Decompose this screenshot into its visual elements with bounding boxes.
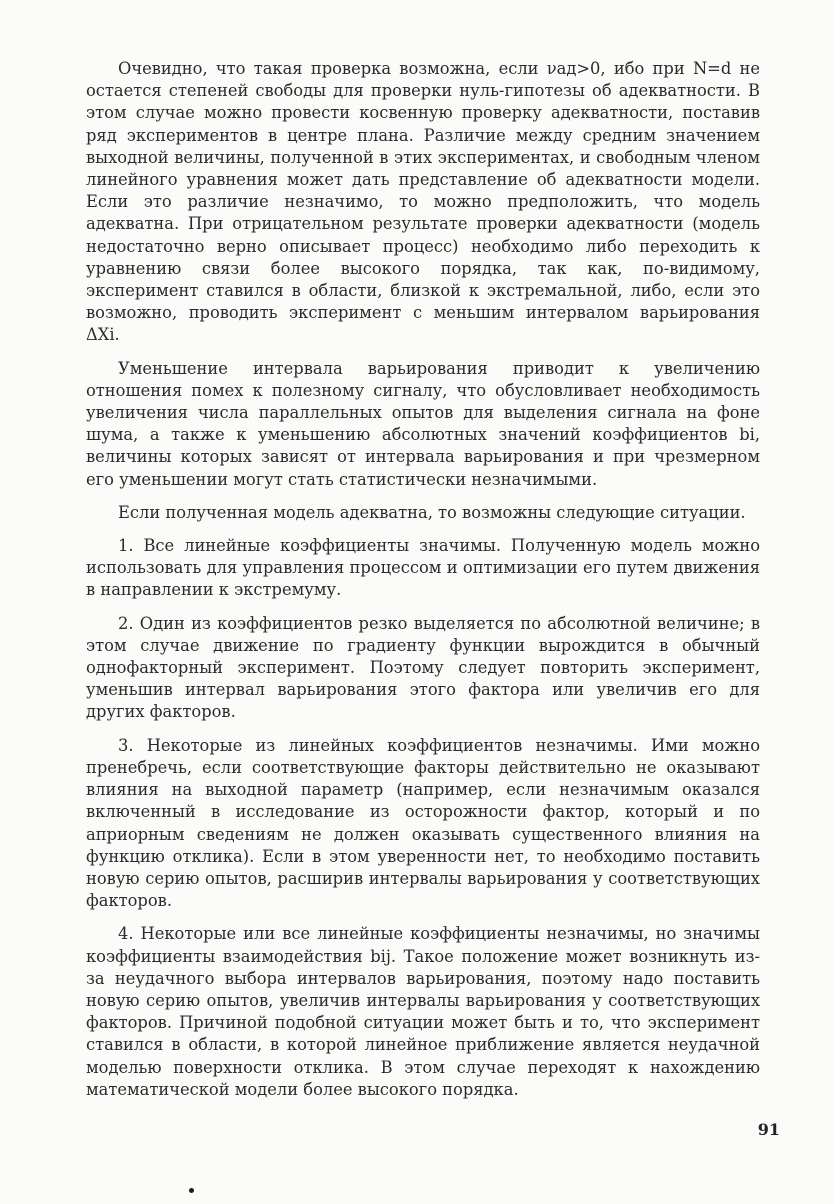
paragraph-adequacy-check: Очевидно, что такая проверка возможна, если νад>0, ибо при N=d не остается степеней свободы для проверки нуль-гипотезы об адекватности. В этом случае можно провести косвенную проверку адекватности, поставив ряд экспериментов в центре плана. Различие между средним значением выходной величины, полученной в этих экспериментах, и свободным членом линейного уравнения может дать представление об адекватности модели. Если это различие незначимо, то можно предположить, что модель адекватна. При отрицательном результате проверки адекватности (модель недостаточно верно описывает процесс) необходимо либо переходить к уравнению связи более высокого порядка, так как, по-видимому, эксперимент ставился в области, близкой к экстремальной, либо, если это возможно, проводить эксперимент с меньшим интервалом варьирования ΔXi.	[86, 59, 760, 345]
page-number: 91	[757, 1120, 780, 1139]
paragraph-situation-1: 1. Все линейные коэффициенты значимы. Полученную модель можно использовать для управления процессом и оптимизации его путем движения в направлении к экстремуму.	[86, 536, 760, 600]
paragraph-situation-4: 4. Некоторые или все линейные коэффициенты незначимы, но значимы коэффициенты взаимодействия bij. Такое положение может возникнуть из-за неудачного выбора интервалов варьирования, поэтому надо поставить новую серию опытов, увеличив интервалы варьирования у соответствующих факторов. Причиной подобной ситуации может быть и то, что эксперимент ставился в области, в которой линейное приближение является неудачной моделью поверхности отклика. В этом случае переходят к нахождению математической модели более высокого порядка.	[86, 924, 760, 1099]
paragraph-situation-2: 2. Один из коэффициентов резко выделяется по абсолютной величине; в этом случае движение по градиенту функции вырождится в обычный однофакторный эксперимент. Поэтому следует повторить эксперимент, уменьшив интервал варьирования этого фактора или увеличив его для других факторов.	[86, 613, 760, 722]
paragraph-interval-reduction: Уменьшение интервала варьирования приводит к увеличению отношения помех к полезному сигналу, что обусловливает необходимость увеличения числа параллельных опытов для выделения сигнала на фоне шума, а также к уменьшению абсолютных значений коэффициентов bi, величины которых зависят от интервала варьирования и при чрезмерном его уменьшении могут стать статистически незначимыми.	[86, 358, 760, 489]
paragraph-situations-intro: Если полученная модель адекватна, то возможны следующие ситуации.	[118, 502, 746, 522]
paragraph-situation-3: 3. Некоторые из линейных коэффициентов незначимы. Ими можно пренебречь, если соответствующие факторы действительно не оказывают влияния на выходной параметр (например, если незначимым оказался включенный в исследование из осторожности фактор, который и по априорным сведениям не должен оказывать существенного влияния на функцию отклика). Если в этом уверенности нет, то необходимо поставить новую серию опытов, расширив интервалы варьирования у соответствующих факторов.	[86, 735, 760, 911]
scan-speck	[189, 1188, 194, 1193]
body-text	[86, 58, 760, 1112]
